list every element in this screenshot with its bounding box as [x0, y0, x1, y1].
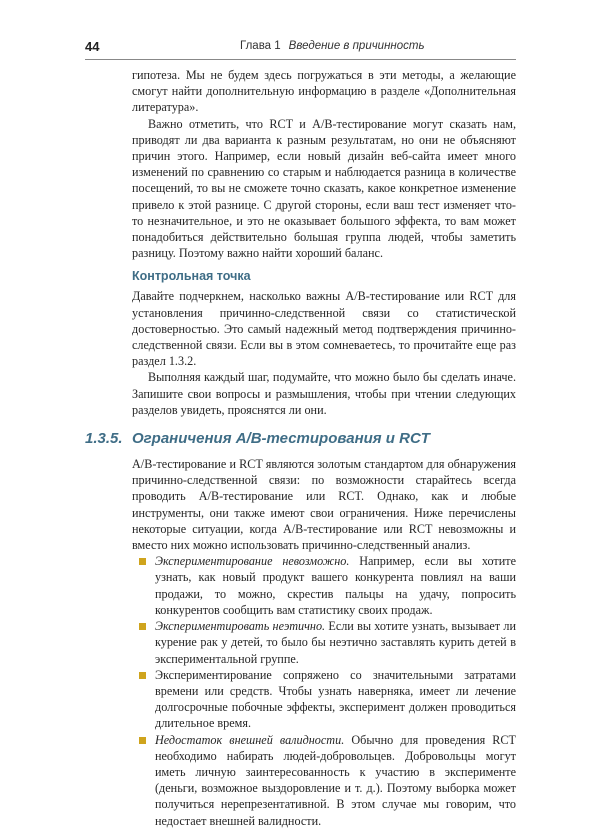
list-item-text: Экспериментирование невозможно. Например, если вы хотите узнать, как новый продукт вашего конкурента повлиял на ваши продажи, то можно, скрестив пальцы на удачу, попросить конкурентов сообщить вам статистику своих продаж.	[155, 554, 516, 617]
checkpoint-paragraph: Выполняя каждый шаг, подумайте, что можно было бы сделать иначе. Запишите свои вопросы и размышления, чтобы при чтении следующих разделов увидеть, прояснятся ли они.	[132, 370, 516, 417]
header-rule	[85, 59, 516, 60]
page-body	[85, 67, 517, 829]
section-intro: A/B-тестирование и RCT являются золотым стандартом для обнаружения причинно-следственной связи: по возможности старайтесь всегда проводить A/B-тестирование или RCT. Однако, как и любые инструменты, они также имеют свои ограничения. Ниже перечислены некоторые ситуации, когда A/B-тестирование или RCT невозможны и вместо них можно использовать причинно-следственный анализ.	[132, 457, 516, 553]
section-title: Ограничения A/B-тестирования и RCT	[132, 430, 430, 448]
paragraph: гипотеза. Мы не будем здесь погружаться в эти методы, а желающие смогут найти дополнительную информацию в разделе «Дополнительная литература».	[132, 68, 516, 115]
list-item-text: Недостаток внешней валидности. Обычно для проведения RCT необходимо набирать людей-добровольцев. Добровольцы могут иметь личную заинтересованность к участию в эксперименте (деньги, возможное выздоровление и т. д.). Поэтому выборка может получиться нерепрезентативной. В этом случае мы говорим, что недостает внешней валидности.	[155, 732, 517, 828]
list-item-text: Экспериментирование сопряжено со значительными затратами времени или средств. Чтобы узнать наверняка, имеет ли лечение долгосрочные побочные эффекты, эксперимент должен проводиться длительное время.	[155, 667, 516, 731]
list-item-lead: Экспериментировать неэтично.	[155, 619, 326, 634]
list-item	[155, 667, 516, 732]
running-header	[0, 39, 600, 57]
list-item-lead: Экспериментирование невозможно.	[155, 554, 350, 569]
list-item-text: Экспериментировать неэтично. Если вы хотите узнать, вызывает ли курение рак у детей, то было бы неэтично заставлять курить детей в экспериментальной группе.	[155, 619, 516, 666]
checkpoint-paragraph: Давайте подчеркнем, насколько важны A/B-тестирование или RCT для установления причинно-следственной связи со статистической достоверностью. Это самый надежный метод подтверждения причинно-следственной связи. Если вы в этом сомневаетесь, то прочитайте еще раз раздел 1.3.2.	[132, 289, 516, 369]
checkpoint-title: Контрольная точка	[132, 269, 251, 284]
bullet-marker	[139, 737, 146, 744]
chapter-title: Введение в причинность	[288, 40, 425, 52]
list-item-lead: Недостаток внешней валидности.	[155, 732, 345, 747]
list-item	[155, 732, 516, 829]
section-number: 1.3.5.	[85, 430, 123, 448]
section-heading	[85, 430, 516, 450]
page-number: 44	[85, 39, 100, 54]
chapter-label: Глава 1	[240, 40, 281, 52]
paragraph: Важно отметить, что RCT и A/B-тестирование могут сказать нам, приводят ли два варианта к разным результатам, но они не объясняют причин этого. Например, если новый дизайн веб-сайта имеет много изменений по сравнению со старым и наблюдается разница в количестве посещений, то вы не сможете точно сказать, какое конкретное изменение привело к этой разнице. С другой стороны, если ваш тест изменяет что-то незначительное, и это не оказывает большого эффекта, то вам может понадобиться действительно большая группа людей, чтобы заметить разницу. Поэтому важно найти хороший баланс.	[132, 116, 516, 261]
list-item	[155, 618, 516, 667]
list-item	[155, 553, 516, 618]
bullet-marker	[139, 558, 146, 565]
bullet-marker	[139, 672, 146, 679]
limitations-list	[132, 553, 516, 828]
running-title	[240, 40, 425, 52]
bullet-marker	[139, 623, 146, 630]
